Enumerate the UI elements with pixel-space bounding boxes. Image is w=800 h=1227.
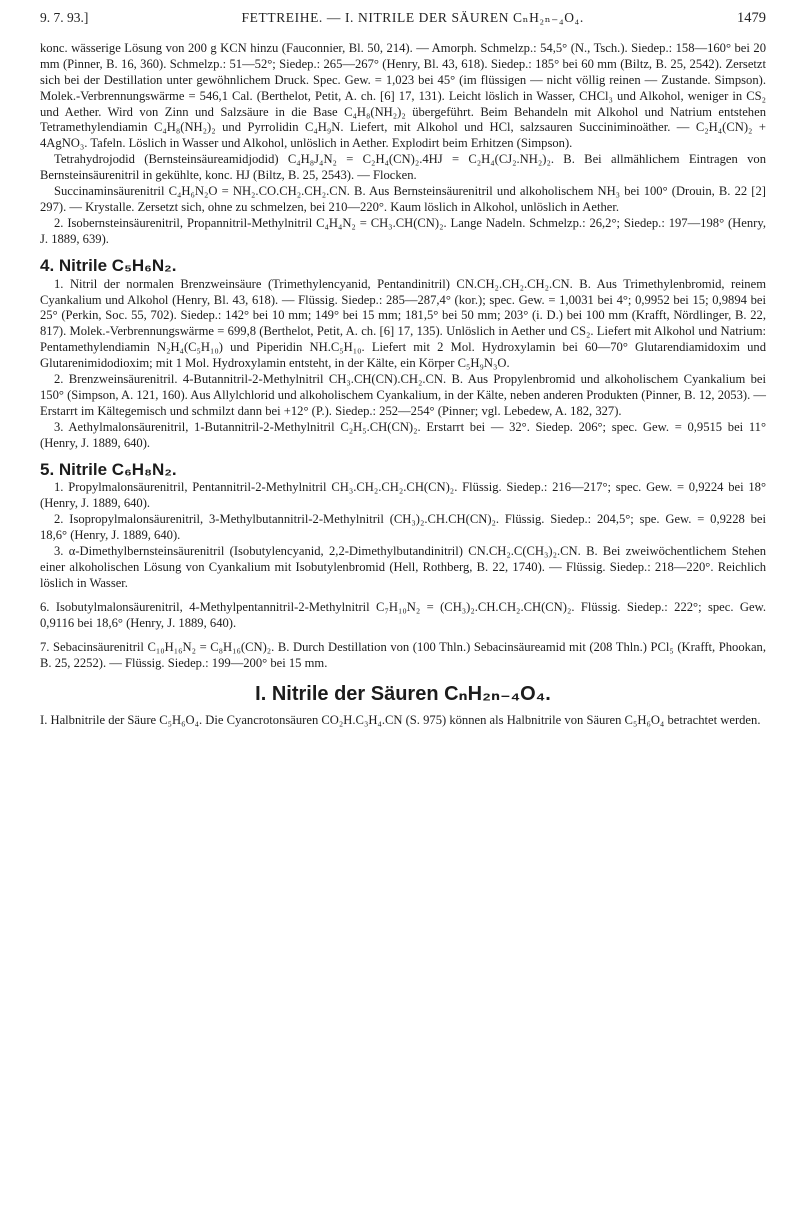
paragraph-propylmalonsaeurenitril: 1. Propylmalonsäurenitril, Pentannitril-2-Methylnitril CH₃.CH₂.CH₂.CH(CN)₂. Flüssig. Siedep.: 216—217°; spec. Gew. = 0,9224 bei 18° (Henry, J. 1889, 640). bbox=[40, 480, 766, 511]
section-heading-nitrile-c5: 4. Nitrile C₅H₆N₂. bbox=[40, 255, 177, 275]
paragraph-normal-brenzweinsaeure-nitril: 1. Nitril der normalen Brenzweinsäure (Trimethylencyanid, Pentandinitril) CN.CH₂.CH₂.CH₂.CN. B. Aus Trimethylenbromid, reinem Cyankalium und Alkohol (Henry, Bl. 43, 618). — Flüssig. Siedep.: 285—287,4° (kor.); spec. Gew. = 1,0031 bei 4°; 0,9952 bei 15; 0,9894 bei 25° (Perkin, Soc. 55, 702). Siedep.: 142° bei 10 mm; 149° bei 15 mm; 181,5° bei 50 mm; 203° (i. D.) bei 100 mm (Krafft, Nördlinger, B. 22, 817). Molek.-Verbrennungswärme = 699,8 (Berthelot, Petit, A. ch. [6] 17, 135). Unlöslich in Aether und CS₂. Liefert mit Alkohol und Natrium: Pentamethylendiamin N₂H₄(C₅H₁₀) und Piperidin NH.C₅H₁₀. Liefert mit 2 Mol. Hydroxylamin bei 60—70° Glutarendiamidoxim und Glutarenimidodioxim; mit 1 Mol. Hydroxylamin entsteht, in der Kälte, ein Körper C₅H₉N₃O. bbox=[40, 276, 766, 371]
paragraph-isobutylmalonsaeurenitril: 6. Isobutylmalonsäurenitril, 4-Methylpentannitril-2-Methylnitril C₇H₁₀N₂ = (CH₃)₂.CH.CH₂.CH(CN)₂. Flüssig. Siedep.: 222°; spec. Gew. 0,9116 bei 18,6° (Henry, J. 1889, 640). bbox=[40, 599, 766, 630]
paragraph-brenzweinsaeurenitril: 2. Brenzweinsäurenitril. 4-Butannitril-2-Methylnitril CH₃.CH(CN).CH₂.CN. B. Aus Propylenbromid und alkoholischem Cyankalium bei 150° (Simpson, A. 121, 160). Aus Allylchlorid und alkoholischem Cyankalium, in der Kälte, neben anderen Produkten (Pinner, B. 12, 2053). — Erstarrt im Kältegemisch und schmilzt dann bei +12° (P.). Siedep.: 252—254° (Pinner; vgl. Lebedew, A. 182, 327). bbox=[40, 372, 766, 418]
paragraph-sebacinsaeurenitril: 7. Sebacinsäurenitril C₁₀H₁₆N₂ = C₈H₁₆(CN)₂. B. Durch Destillation von (100 Thln.) Sebacinsäureamid mit (208 Thln.) PCl₅ (Krafft, Phookan, B. 25, 2252). — Flüssig. Siedep.: 199—200° bei 15 mm. bbox=[40, 639, 766, 670]
header-left: 9. 7. 93.] bbox=[40, 10, 89, 25]
paragraph-isobernsteinsaeurenitril: 2. Isobernsteinsäurenitril, Propannitril-Methylnitril C₄H₄N₂ = CH₃.CH(CN)₂. Lange Nadeln. Schmelzp.: 26,2°; Siedep.: 197—198° (Henry, J. 1889, 639). bbox=[40, 215, 766, 246]
section-heading-nitrile-c6: 5. Nitrile C₆H₈N₂. bbox=[40, 459, 177, 479]
paragraph-succinaminsaeurenitril: Succinaminsäurenitril C₄H₆N₂O = NH₂.CO.CH₂.CH₂.CN. B. Aus Bernsteinsäurenitril und alkoholischem NH₃ bei 100° (Drouin, B. 22 [2] 297). — Krystalle. Zersetzt sich, ohne zu schmelzen, bei 210—220°. Kaum löslich in Alkohol, unlöslich in Aether. bbox=[40, 184, 766, 214]
paragraph-succinonitrile-continued: konc. wässerige Lösung von 200 g KCN hinzu (Fauconnier, Bl. 50, 214). — Amorph. Schmelzp.: 54,5° (N., Tsch.). Siedep.: 158—160° bei 20 mm (Pinner, B. 16, 360). Schmelzp.: 51—52°; Siedep.: 265—267° (Henry, Bl. 43, 618). Siedep.: 185° bei 60 mm (Biltz, B. 25, 2542). Zersetzt sich bei der Destillation unter gewöhnlichem Druck. Spec. Gew. = 1,023 bei 45° (im flüssigen — nicht völlig reinen — Zustande. Simpson). Molek.-Verbrennungswärme = 546,1 Cal. (Berthelot, Petit, A. ch. [6] 17, 131). Leicht löslich in Wasser, CHCl₃ und Alkohol, weniger in CS₂ und Aether. Wird von Zinn und Salzsäure in die Base C₄H₈(NH₂)₂ übergeführt. Beim Behandeln mit Alkohol und Natrium entstehen Tetramethylendiamin C₄H₈(NH₂)₂ und Pyrrolidin C₄H₉N. Liefert, mit Alkohol und HCl, salzsauren Succiniminoäther. — C₂H₄(CN)₂ + 4AgNO₃. Tafeln. Löslich in Wasser und Alkohol, unlöslich in Aether. Explodirt beim Erhitzen (Simpson). bbox=[40, 40, 766, 151]
paragraph-dimethylbernsteinsaeurenitril: 3. α-Dimethylbernsteinsäurenitril (Isobutylencyanid, 2,2-Dimethylbutandinitril) CN.CH₂.C(CH₃)₂.CN. B. Bei zweiwöchentlichem Stehen einer alkoholischen Lösung von Cyankalium mit Isobutylenbromid (Hell, Rothberg, B. 22, 1740). — Flüssig. Siedep.: 218—220°. Reichlich löslich in Wasser. bbox=[40, 544, 766, 590]
paragraph-tetrahydrojodid: Tetrahydrojodid (Bernsteinsäureamidjodid) C₄H₈J₄N₂ = C₂H₄(CN)₂.4HJ = C₂H₄(CJ₂.NH₂)₂. B. Bei allmählichem Eintragen von Bernsteinsäurenitril in gekühlte, konc. HJ (Biltz, B. 25, 2543). — Flocken. bbox=[40, 152, 766, 183]
paragraph-isopropylmalonsaeurenitril: 2. Isopropylmalonsäurenitril, 3-Methylbutannitril-2-Methylnitril (CH₃)₂.CH.CH(CN)₂. Flüssig. Siedep.: 204,5°; spe. Gew. = 0,9228 bei 18,6° (Henry, J. 1889, 640). bbox=[40, 512, 766, 543]
header-title: FETTREIHE. — I. NITRILE DER SÄUREN CₙH₂ₙ₋₄O₄. bbox=[241, 10, 584, 25]
running-header bbox=[40, 10, 766, 27]
page-number: 1479 bbox=[737, 10, 766, 26]
paragraph-aethylmalonsaeurenitril: 3. Aethylmalonsäurenitril, 1-Butannitril-2-Methylnitril C₂H₅.CH(CN)₂. Erstarrt bei — 32°. Siedep. 206°; spec. Gew. = 0,9515 bei 11° (Henry, J. 1889, 640). bbox=[40, 419, 766, 450]
paragraph-halbnitrile: I. Halbnitrile der Säure C₅H₆O₄. Die Cyancrotonsäuren CO₂H.C₃H₄.CN (S. 975) können als Halbnitrile von Säuren C₅H₆O₄ betrachtet werden. bbox=[40, 713, 761, 728]
chapter-heading: I. Nitrile der Säuren CₙH₂ₙ₋₄O₄. bbox=[255, 683, 551, 706]
